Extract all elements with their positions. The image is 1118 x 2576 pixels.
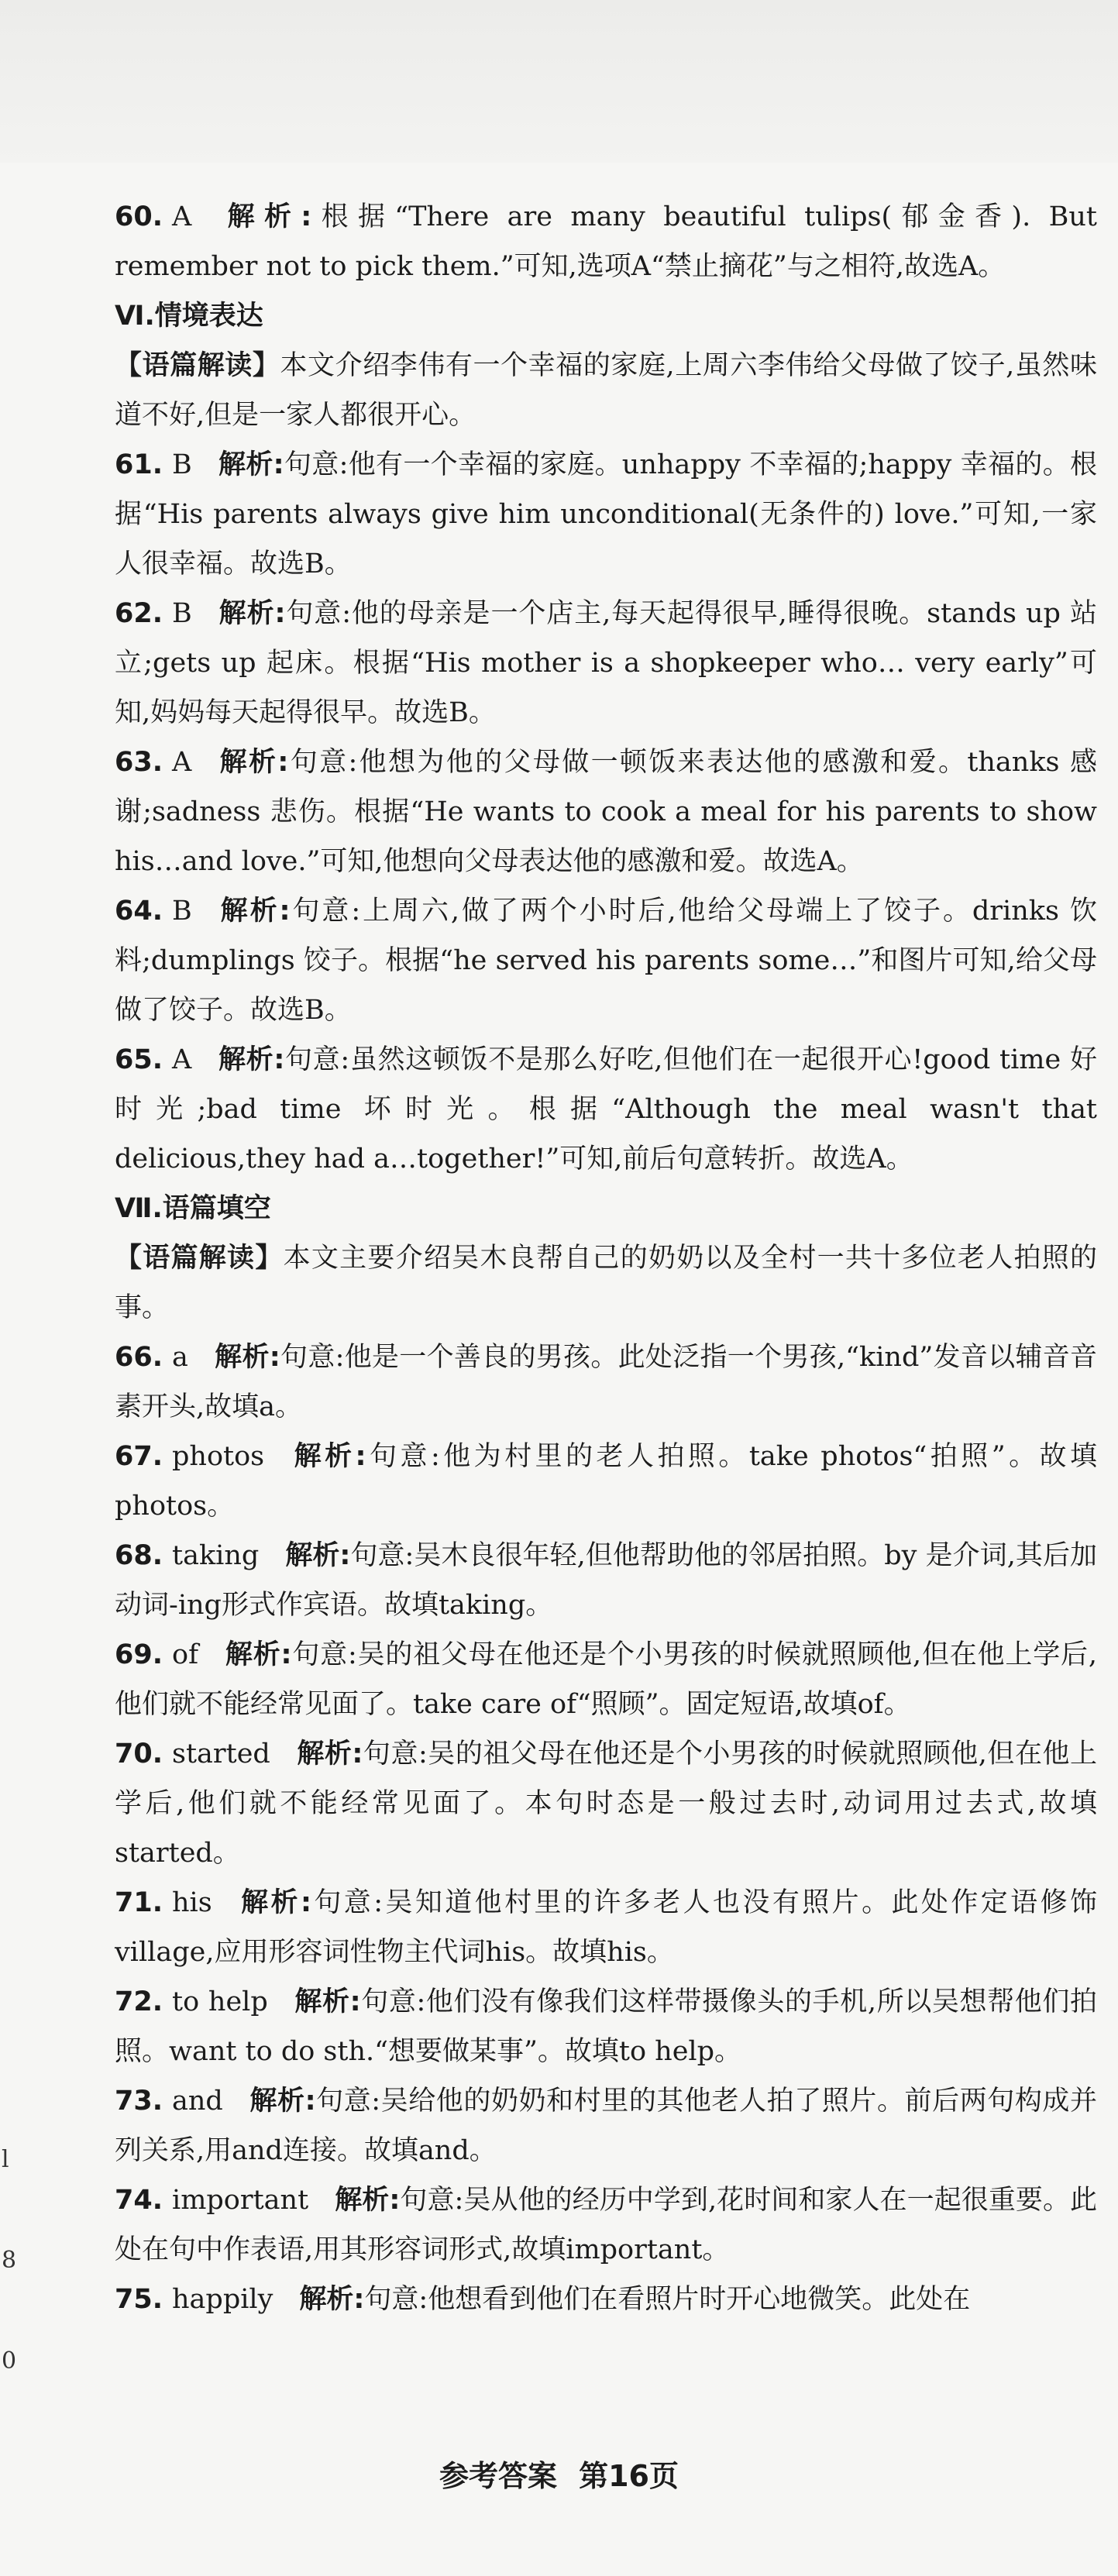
- analysis-label: 解析:: [218, 747, 289, 778]
- item-answer: happily: [172, 2284, 273, 2315]
- section-heading-6: Ⅵ.情境表达: [115, 301, 263, 332]
- section-heading-7: Ⅶ.语篇填空: [115, 1193, 271, 1224]
- analysis-label: 解析:: [238, 1887, 311, 1918]
- answer-item-62: [115, 589, 1097, 738]
- analysis-text: 句意:他是一个善良的男孩。此处泛指一个男孩,“kind”发音以辅音音素开头,故填a。: [115, 1342, 1097, 1422]
- item-number: 74.: [115, 2185, 163, 2216]
- analysis-text: 句意:虽然这顿饭不是那么好吃,但他们在一起很开心!good time 好时光;bad time 坏时光。根据“Although the meal wasn't that delicious,they had a…together!”可知,前后句意转折。故选A。: [115, 1044, 1097, 1175]
- analysis-text: 根据“There are many beautiful tulips(郁金香). But remember not to pick them.”可知,选项A“禁止摘花”与之相符,故选A。: [115, 201, 1097, 282]
- analysis-text: 句意:吴给他的奶奶和村里的其他老人拍了照片。前后两句构成并列关系,用and连接。故填and。: [115, 2086, 1097, 2166]
- item-answer: taking: [172, 1540, 260, 1571]
- item-answer: photos: [172, 1441, 265, 1472]
- answer-content: [115, 192, 1097, 2324]
- item-number: 75.: [115, 2284, 163, 2315]
- answer-item-70: [115, 1729, 1097, 1878]
- analysis-text: 句意:他想看到他们在看照片时开心地微笑。此处在: [364, 2284, 971, 2315]
- analysis-text: 句意:上周六,做了两个小时后,他给父母端上了饺子。drinks 饮料;dumplings 饺子。根据“he served his parents some…”和图片可知,给父母做了饺子。故选B。: [115, 896, 1098, 1026]
- item-answer: B: [172, 449, 192, 480]
- item-answer: to help: [172, 1986, 268, 2017]
- answer-item-71: [115, 1878, 1097, 1977]
- item-number: 65.: [115, 1044, 163, 1075]
- analysis-text: 句意:他有一个幸福的家庭。unhappy 不幸福的;happy 幸福的。根据“His parents always give him unconditional(无条件的) love.”可知,一家人很幸福。故选B。: [115, 449, 1098, 580]
- analysis-text: 句意:吴木良很年轻,但他帮助他的邻居拍照。by 是介词,其后加动词-ing形式作宾语。故填taking。: [115, 1540, 1097, 1621]
- item-answer: A: [172, 201, 192, 232]
- item-answer: important: [172, 2185, 309, 2216]
- item-number: 67.: [115, 1441, 163, 1472]
- analysis-label: 解析:: [218, 201, 312, 232]
- analysis-label: 解析:: [214, 1342, 280, 1373]
- answer-item-75: [115, 2275, 1097, 2324]
- answer-item-67: [115, 1432, 1097, 1531]
- answer-item-66: [115, 1333, 1097, 1432]
- answer-item-60: [115, 192, 1097, 291]
- analysis-text: 句意:吴的祖父母在他还是个小男孩的时候就照顾他,但在他上学后,他们就不能经常见面了。本句时态是一般过去时,动词用过去式,故填started。: [115, 1739, 1098, 1869]
- analysis-label: 解析:: [296, 1739, 363, 1769]
- analysis-label: 解析:: [294, 1986, 361, 2017]
- item-number: 66.: [115, 1342, 163, 1373]
- analysis-text: 句意:吴的祖父母在他还是个小男孩的时候就照顾他,但在他上学后,他们就不能经常见面了。take care of“照顾”。固定短语,故填of。: [115, 1639, 1098, 1720]
- analysis-label: 解析:: [218, 598, 286, 629]
- item-number: 61.: [115, 449, 163, 480]
- item-number: 69.: [115, 1639, 163, 1670]
- reading-text: 本文主要介绍吴木良帮自己的奶奶以及全村一共十多位老人拍照的事。: [115, 1243, 1097, 1323]
- item-number: 71.: [115, 1887, 163, 1918]
- item-answer: and: [172, 2086, 223, 2117]
- answer-item-65: [115, 1035, 1097, 1184]
- answer-item-69: [115, 1630, 1097, 1729]
- item-number: 64.: [115, 896, 163, 927]
- scan-top-band: [0, 0, 1118, 163]
- footer-title: 参考答案: [439, 2459, 558, 2493]
- answer-item-73: [115, 2076, 1097, 2175]
- analysis-text: 句意:他为村里的老人拍照。take photos“拍照”。故填photos。: [115, 1441, 1097, 1522]
- reading-summary-7: [115, 1233, 1097, 1333]
- answer-item-74: [115, 2175, 1097, 2275]
- item-answer: of: [172, 1639, 199, 1670]
- analysis-label: 解析:: [291, 1441, 366, 1472]
- edge-mark: 0: [2, 2347, 17, 2375]
- reading-tag: 【语篇解读】: [115, 350, 280, 381]
- answer-item-68: [115, 1531, 1097, 1630]
- analysis-label: 解析:: [218, 449, 284, 480]
- page-footer: [0, 2452, 1118, 2495]
- item-number: 68.: [115, 1540, 163, 1571]
- analysis-label: 解析:: [225, 1639, 292, 1670]
- edge-mark: l: [2, 2146, 9, 2173]
- reading-summary-6: [115, 341, 1097, 440]
- analysis-text: 句意:他的母亲是一个店主,每天起得很早,睡得很晚。stands up 站立;gets up 起床。根据“His mother is a shopkeeper who… very early”可知,妈妈每天起得很早。故选B。: [115, 598, 1098, 728]
- analysis-text: 句意:吴知道他村里的许多老人也没有照片。此处作定语修饰village,应用形容词性物主代词his。故填his。: [115, 1887, 1097, 1968]
- item-answer: his: [172, 1887, 212, 1918]
- item-number: 63.: [115, 747, 163, 778]
- reading-text: 本文介绍李伟有一个幸福的家庭,上周六李伟给父母做了饺子,虽然味道不好,但是一家人都很开心。: [115, 350, 1097, 431]
- page-number: 第16页: [579, 2459, 679, 2493]
- item-answer: a: [172, 1342, 188, 1373]
- analysis-label: 解析:: [335, 2185, 401, 2216]
- item-answer: started: [172, 1739, 270, 1769]
- analysis-label: 解析:: [249, 2086, 316, 2117]
- item-number: 73.: [115, 2086, 163, 2117]
- analysis-text: 句意:吴从他的经历中学到,花时间和家人在一起很重要。此处在句中作表语,用其形容词形式,故填important。: [115, 2185, 1098, 2265]
- answer-item-61: [115, 440, 1097, 589]
- analysis-label: 解析:: [218, 1044, 285, 1075]
- item-answer: A: [172, 1044, 192, 1075]
- answer-item-72: [115, 1977, 1097, 2076]
- item-number: 60.: [115, 201, 163, 232]
- item-number: 72.: [115, 1986, 163, 2017]
- reading-tag: 【语篇解读】: [115, 1243, 284, 1274]
- item-answer: B: [172, 896, 192, 927]
- item-answer: B: [172, 598, 192, 629]
- analysis-label: 解析:: [285, 1540, 351, 1571]
- item-answer: A: [172, 747, 192, 778]
- item-number: 70.: [115, 1739, 163, 1769]
- answer-item-64: [115, 886, 1097, 1035]
- answer-item-63: [115, 738, 1097, 886]
- analysis-label: 解析:: [299, 2284, 365, 2315]
- analysis-text: 句意:他想为他的父母做一顿饭来表达他的感激和爱。thanks 感谢;sadness 悲伤。根据“He wants to cook a meal for his parents to show his…and love.”可知,他想向父母表达他的感激和爱。故选A。: [115, 747, 1097, 877]
- edge-mark: 8: [2, 2247, 17, 2274]
- analysis-text: 句意:他们没有像我们这样带摄像头的手机,所以吴想帮他们拍照。want to do sth.“想要做某事”。故填to help。: [115, 1986, 1098, 2067]
- analysis-label: 解析:: [218, 896, 291, 927]
- item-number: 62.: [115, 598, 163, 629]
